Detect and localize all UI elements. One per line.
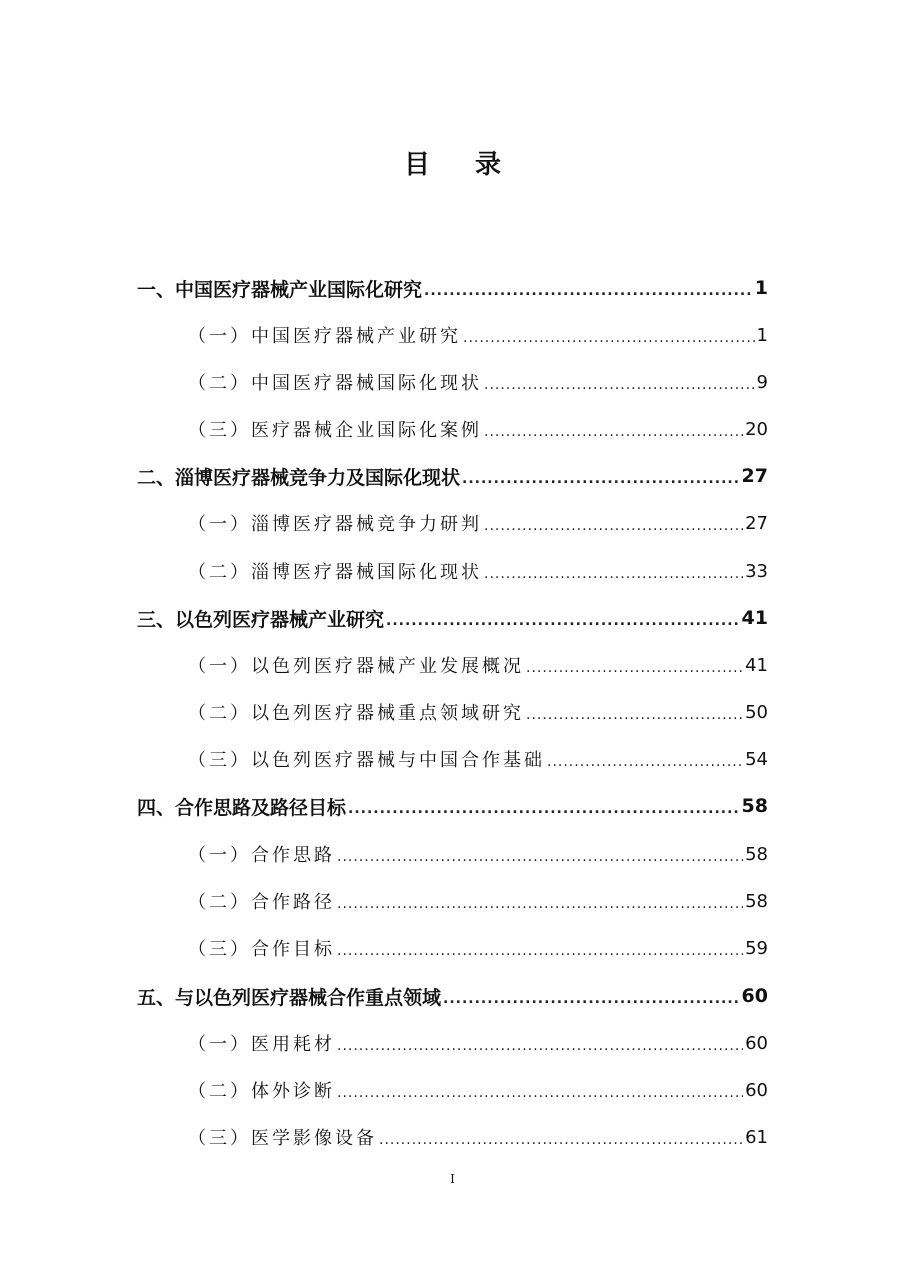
toc-page-number: 60: [741, 985, 768, 1007]
toc-subsection-4-2[interactable]: [188, 877, 768, 925]
toc-label: 四、合作思路及路径目标: [137, 796, 347, 819]
toc-label: 一、中国医疗器械产业国际化研究: [137, 278, 423, 301]
toc-label: （一）医用耗材: [188, 1034, 335, 1055]
toc-label: 五、与以色列医疗器械合作重点领域: [137, 986, 442, 1009]
toc-subsection-4-1[interactable]: [188, 830, 768, 878]
toc-subsection-3-3[interactable]: [188, 735, 768, 783]
toc-label: （一）淄博医疗器械竞争力研判: [188, 514, 482, 535]
toc-dot-leader: [526, 655, 743, 675]
toc-page-number: 58: [745, 890, 768, 912]
toc-dot-leader: [337, 1080, 743, 1100]
toc-label: （三）合作目标: [188, 939, 335, 960]
toc-label: （二）体外诊断: [188, 1081, 335, 1102]
toc-page-number: 54: [745, 748, 768, 770]
toc-subsection-3-1[interactable]: [188, 641, 768, 689]
page-title: 目 录: [403, 150, 520, 180]
toc-dot-leader: [484, 513, 743, 533]
toc-dot-leader: [424, 278, 753, 298]
toc-subsection-3-2[interactable]: [188, 688, 768, 736]
toc-section-2[interactable]: [137, 452, 768, 500]
toc-page-number: 27: [745, 512, 768, 534]
toc-subsection-2-2[interactable]: [188, 547, 768, 595]
toc-label: 二、淄博医疗器械竞争力及国际化现状: [137, 466, 461, 489]
toc-dot-leader: [386, 608, 740, 628]
toc-subsection-5-3[interactable]: [188, 1113, 768, 1161]
toc-dot-leader: [337, 938, 743, 958]
toc-label: （三）医学影像设备: [188, 1128, 377, 1149]
toc-label: （一）中国医疗器械产业研究: [188, 326, 461, 347]
toc-dot-leader: [484, 561, 743, 581]
toc-page-number: 60: [745, 1079, 768, 1101]
toc-page-number: 20: [745, 418, 768, 440]
toc-dot-leader: [337, 1033, 743, 1053]
toc-page-number: 58: [745, 843, 768, 865]
toc-page-number: 58: [741, 795, 768, 817]
toc-subsection-4-3[interactable]: [188, 924, 768, 972]
toc-dot-leader: [379, 1127, 743, 1147]
toc-subsection-5-1[interactable]: [188, 1019, 768, 1067]
toc-label: （二）中国医疗器械国际化现状: [188, 373, 482, 394]
toc-dot-leader: [484, 372, 755, 392]
toc-page-number: 50: [745, 701, 768, 723]
toc-label: （二）合作路径: [188, 892, 335, 913]
toc-dot-leader: [443, 986, 740, 1006]
toc-dot-leader: [462, 466, 740, 486]
toc-page-number: 33: [745, 560, 768, 582]
toc-section-4[interactable]: [137, 782, 768, 830]
toc-page-number: 61: [745, 1126, 768, 1148]
toc-label: （三）医疗器械企业国际化案例: [188, 420, 482, 441]
toc-dot-leader: [348, 796, 740, 816]
toc-page-number: 1: [756, 324, 768, 346]
toc-dot-leader: [484, 419, 743, 439]
toc-page-number: 60: [745, 1032, 768, 1054]
toc-page-number: 1: [754, 277, 768, 299]
toc-section-1[interactable]: [137, 264, 768, 312]
toc-subsection-1-2[interactable]: [188, 358, 768, 406]
toc-label: （三）以色列医疗器械与中国合作基础: [188, 750, 545, 771]
toc-subsection-5-2[interactable]: [188, 1066, 768, 1114]
toc-label: （一）以色列医疗器械产业发展概况: [188, 656, 524, 677]
toc-label: （二）以色列医疗器械重点领域研究: [188, 703, 524, 724]
toc-label: （二）淄博医疗器械国际化现状: [188, 562, 482, 583]
toc-dot-leader: [337, 891, 743, 911]
toc-dot-leader: [337, 844, 743, 864]
toc-section-3[interactable]: [137, 594, 768, 642]
toc-section-5[interactable]: [137, 972, 768, 1020]
toc-label: 三、以色列医疗器械产业研究: [137, 608, 385, 631]
toc-dot-leader: [547, 749, 743, 769]
toc-subsection-1-1[interactable]: [188, 311, 768, 359]
toc-page-number: 41: [745, 654, 768, 676]
toc-page-number: 27: [741, 465, 768, 487]
toc-label: （一）合作思路: [188, 845, 335, 866]
toc-dot-leader: [463, 325, 755, 345]
toc-page-number: 41: [741, 607, 768, 629]
page-number: I: [450, 1172, 455, 1186]
toc-page-number: 9: [756, 371, 768, 393]
toc-subsection-1-3[interactable]: [188, 405, 768, 453]
toc-subsection-2-1[interactable]: [188, 499, 768, 547]
toc-page-number: 59: [745, 937, 768, 959]
toc-dot-leader: [526, 702, 743, 722]
